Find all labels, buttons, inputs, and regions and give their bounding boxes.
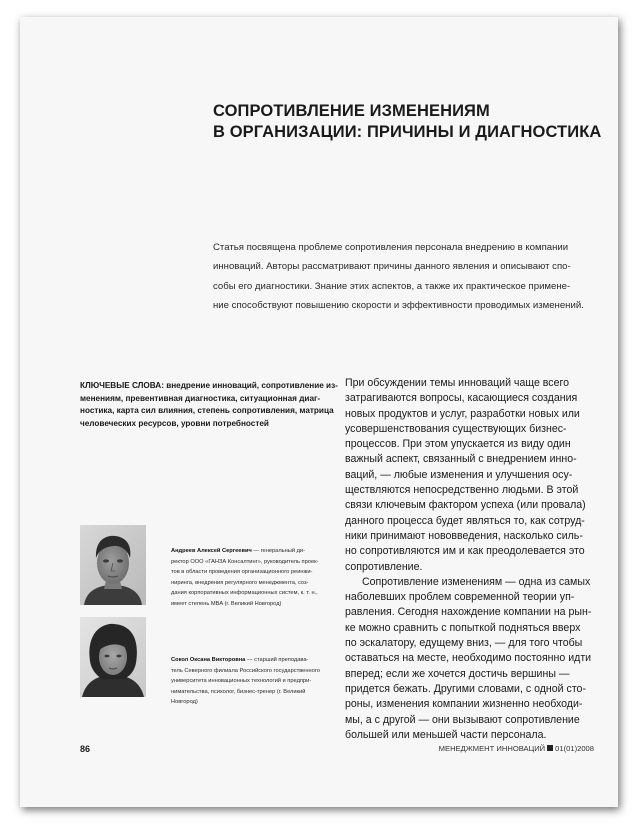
body-line: ваций, — любые изменения и улучшения осу- [345,468,573,481]
body-line: равления. Сегодня нахождение компании на рын- [345,606,592,619]
body-line: ники принимают нововведения, насколько силь- [345,529,583,542]
body-line: данного процесса будет являться то, как сотруд- [345,514,585,527]
journal-footer [439,744,594,753]
keywords-line: человеческих ресурсов, уровни потребностей [80,418,269,428]
keywords-line: ностика, карта сил влияния, степень сопротивления, матрица [80,406,334,415]
body-line: ществляются непосредственно людьми. В этой [345,484,579,497]
author-bio-text: тов в области проведения организационного реинжи- [171,569,313,575]
article-body [345,376,595,743]
abstract-line: Статья посвящена проблеме сопротивления персонала внедрению в компании [213,242,569,253]
author-bio-text: ректор ООО «ГАНЗА Консалтинг», руководитель проек- [171,558,319,565]
body-line: большей или меньшей части персонала. [345,728,547,741]
body-line: сопротивление. [345,560,423,573]
author-bio-text: — старший преподава- [245,657,309,663]
author-bio-text: дания корпоративных информационных систем, к. т. н., [171,590,318,596]
portrait-male-icon [80,525,146,605]
journal-issue: 01(01)2008 [555,744,594,753]
author-bio-text: ниринга, внедрения регулярного менеджмента, соз- [171,579,309,586]
body-line: процессов. При этом упускается из виду один [345,438,571,451]
author-name: Сокол Оксана Викторовна [171,657,246,663]
square-bullet-icon [547,745,553,751]
author-bio-text: тель Северного филиала Российского государственного [171,667,320,674]
body-line: усовершенствования существующих бизнес- [345,422,567,435]
body-line: Сопротивление изменениям — одна из самых [362,575,591,588]
body-line: затрагиваются вопросы, касающиеся создания [345,392,578,405]
title-line: СОПРОТИВЛЕНИЕ ИЗМЕНЕНИЯМ [213,102,490,120]
body-line: ке можно сравнить с попыткой подняться вверх [345,621,581,634]
body-line: новых продуктов и услуг, разработки новых или [345,407,580,420]
abstract-line: инноваций. Авторы рассматривают причины данного явления и описывают спо- [213,261,571,273]
author-bio-text: нимательства, психолог, бизнес-тренер (г. Великий [171,688,306,695]
author-bio-text: Новгород) [171,699,198,705]
body-line: но сопротивляются им и как преодолевается это [345,545,585,558]
body-line: наболевших проблем современной теории уп- [345,591,575,604]
body-line: по эскалатору, едущему вниз, — для того чтобы [345,637,583,650]
article-abstract [213,238,591,316]
body-line: связи ключевым фактором успеха (или провала) [345,499,586,512]
title-line: В ОРГАНИЗАЦИИ: ПРИЧИНЫ И ДИАГНОСТИКА [213,123,602,141]
author-bio-andreev [171,546,321,609]
abstract-line: собы его диагностики. Знание этих аспектов, а также их практическое примене- [213,280,571,292]
author-bio-sokol [171,655,321,708]
body-line: При обсуждении темы инноваций чаще всего [345,377,569,389]
author-photo-sokol [80,617,146,697]
author-bio-text: университета инновационных технологий и предпри- [171,678,312,684]
portrait-female-icon [80,617,146,697]
body-line: оставаться на месте, необходимо постоянно идти [345,652,592,665]
body-line: важный аспект, связанный с внедрением инно- [345,453,577,466]
abstract-line: ние способствуют повышению скорости и эффективности проводимых изменений. [213,300,584,312]
body-line: придется бежать. Другими словами, с одной сто- [345,682,586,695]
author-name: Андреев Алексей Сергеевич [171,548,252,554]
keywords-block [80,380,338,430]
body-line: вперед; если же хочется достичь вершины — [345,667,570,680]
article-title [213,101,601,143]
body-line: роны, изменения компании жизненно необходи- [345,698,583,711]
body-line: мы, а с другой — они вызывают сопротивление [345,713,580,726]
journal-name: МЕНЕДЖМЕНТ ИННОВАЦИЙ [438,744,546,753]
keywords-line: менениям, превентивная диагностика, ситуационная диаг- [80,393,321,403]
author-bio-text: имеет степень MBA (г. Великий Новгород) [171,600,282,607]
author-photo-andreev [80,525,146,605]
keywords-line: КЛЮЧЕВЫЕ СЛОВА: внедрение инноваций, сопротивление из- [80,381,338,390]
page-number: 86 [80,744,91,754]
author-bio-text: — генеральный ди- [251,548,305,554]
